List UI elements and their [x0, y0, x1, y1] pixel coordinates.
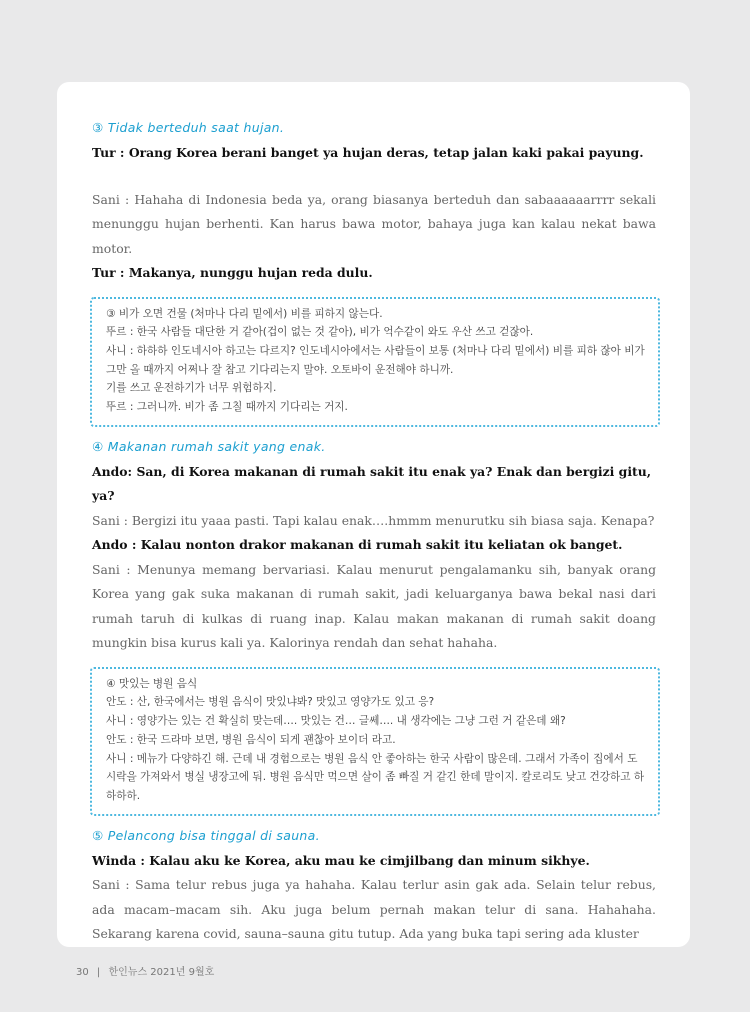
korean-line: 사니 : 메뉴가 다양하긴 해. 근데 내 경험으로는 병원 음식 안 좋아하는 한국 사람이 많은데. 그래서 가족이 집에서 도시락을 가져와서 병실 냉장고에 둬. 병원 음식만 먹으면 살이 좀 빠질 거 같긴 한데 말이지. 칼로리도 낮고 건강하고 하하하하.: [106, 752, 645, 802]
korean-line: ③ 비가 오면 건물 (처마나 다리 밑에서) 비를 피하지 않는다.: [106, 307, 383, 320]
dialogue-line: Sani : Hahaha di Indonesia beda ya, orang biasanya berteduh dan sabaaaaaarrrr sekali menunggu hujan berhenti. Kan harus bawa motor, bahaya juga kan kalau nekat bawa motor.: [92, 191, 656, 256]
korean-line: 기를 쓰고 운전하기가 너무 위험하지.: [106, 382, 277, 395]
page-footer: [76, 963, 219, 978]
dialogue-line: Sani : Menunya memang bervariasi. Kalau menurut pengalamanku sih, banyak orang Korea yang gak suka makanan di rumah sakit, jadi keluarganya bawa bekal nasi dari rumah taruh di kulkas di ruang inap. Kalau makan makanan di rumah sakit doang mungkin bisa kurus kali ya. Kalorinya rendah dan sehat hahaha.: [92, 561, 656, 651]
dialogue-line: Tur : Orang Korea berani banget ya hujan deras, tetap jalan kaki pakai payung.: [92, 145, 644, 160]
footer-separator: |: [96, 967, 101, 978]
section-3: [92, 118, 656, 427]
korean-line: 뚜르 : 그러니까. 비가 좀 그칠 때까지 기다리는 거지.: [106, 401, 348, 414]
dialogue-line: Ando: San, di Korea makanan di rumah sakit itu enak ya? Enak dan bergizi gitu, ya?: [92, 463, 652, 504]
korean-line: 사니 : 하하하 인도네시아 하고는 다르지? 인도네시아에서는 사람들이 보통 (처마나 다리 밑에서) 비를 피하 잖아 비가 그만 올 때까지 어쩌나 잘 참고 기다리는지 말야. 오토바이 운전해야 하니까.: [106, 344, 645, 376]
page-number: 30: [76, 967, 89, 978]
korean-line: 안도 : 한국 드라마 보면, 병원 음식이 되게 괜찮아 보이더 라고.: [106, 733, 396, 746]
section-4: [92, 437, 656, 816]
korean-translation-box: [90, 667, 660, 816]
korean-line: 안도 : 산, 한국에서는 병원 음식이 맛있냐봐? 맛있고 영양가도 있고 응?: [106, 696, 435, 709]
publication-name: 한인뉴스 2021년 9월호: [108, 967, 215, 978]
korean-translation-box: [90, 297, 660, 427]
korean-line: 사니 : 영양가는 있는 건 확실히 맞는데…. 맛있는 건… 글쎄…. 내 생각에는 그냥 그런 거 같은데 왜?: [106, 715, 566, 728]
section-heading: ⑤ Pelancong bisa tinggal di sauna.: [92, 827, 320, 843]
article-content: [92, 118, 656, 947]
dialogue-line: Tur : Makanya, nunggu hujan reda dulu.: [92, 265, 373, 280]
dialogue-line: Sani : Bergizi itu yaaa pasti. Tapi kalau enak….hmmm menurutku sih biasa saja. Kenapa?: [92, 512, 655, 528]
dialogue-line: Sani : Sama telur rebus juga ya hahaha. Kalau terlur asin gak ada. Selain telur rebus, ada macam–macam sih. Aku juga belum pernah makan telur di sana. Hahahaha. Sekarang karena covid, sauna–sauna gitu tutup. Ada yang buka tapi sering ada kluster: [92, 877, 656, 942]
dialogue-line: Winda : Kalau aku ke Korea, aku mau ke cimjilbang dan minum sikhye.: [92, 852, 590, 868]
korean-line: 뚜르 : 한국 사람들 대단한 거 같아(겁이 없는 것 같아), 비가 억수같이 와도 우산 쓰고 걷잖아.: [106, 326, 534, 339]
section-5: [92, 826, 656, 947]
dialogue-line: Ando : Kalau nonton drakor makanan di rumah sakit itu keliatan ok banget.: [92, 537, 623, 553]
section-heading: ④ Makanan rumah sakit yang enak.: [92, 438, 326, 454]
korean-line: ④ 맛있는 병원 음식: [106, 677, 198, 690]
section-heading: ③ Tidak berteduh saat hujan.: [92, 120, 285, 135]
